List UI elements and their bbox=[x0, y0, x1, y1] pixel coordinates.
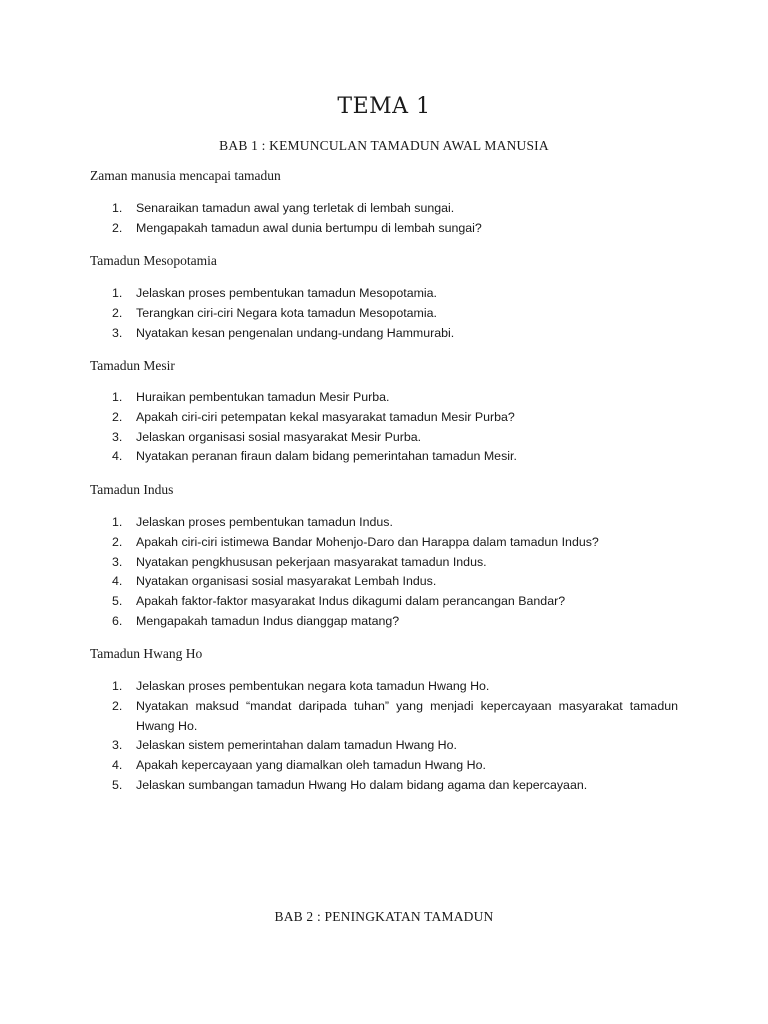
item-number: 1. bbox=[112, 515, 123, 529]
list-item bbox=[112, 324, 678, 344]
item-text: Jelaskan sumbangan tamadun Hwang Ho dalam bidang agama dan kepercayaan. bbox=[136, 777, 588, 792]
page-title: TEMA 1 bbox=[337, 94, 431, 119]
item-text: Apakah kepercayaan yang diamalkan oleh tamadun Hwang Ho. bbox=[136, 758, 486, 773]
list-item bbox=[112, 447, 678, 467]
list-item bbox=[112, 736, 678, 756]
list-item bbox=[112, 388, 678, 408]
question-list-hwang-ho bbox=[112, 677, 678, 796]
list-item bbox=[112, 304, 678, 324]
question-list-zaman-manusia bbox=[112, 199, 678, 239]
item-text: Jelaskan sistem pemerintahan dalam tamadun Hwang Ho. bbox=[136, 738, 457, 753]
item-text: Nyatakan organisasi sosial masyarakat Lembah Indus. bbox=[136, 574, 437, 589]
item-number: 2. bbox=[112, 698, 123, 713]
item-text: Nyatakan pengkhususan pekerjaan masyarakat tamadun Indus. bbox=[136, 554, 487, 569]
item-text: Senaraikan tamadun awal yang terletak di lembah sungai. bbox=[136, 201, 455, 215]
item-text: Mengapakah tamadun awal dunia bertumpu di lembah sungai? bbox=[136, 220, 482, 235]
list-item bbox=[112, 756, 678, 776]
section-heading-mesopotamia: Tamadun Mesopotamia bbox=[90, 253, 217, 268]
item-text: Jelaskan proses pembentukan tamadun Mesopotamia. bbox=[136, 286, 437, 300]
item-text: Nyatakan peranan firaun dalam bidang pemerintahan tamadun Mesir. bbox=[136, 449, 517, 464]
item-number: 2. bbox=[112, 220, 123, 235]
item-number: 3. bbox=[112, 554, 123, 569]
item-text: Apakah faktor-faktor masyarakat Indus dikagumi dalam perancangan Bandar? bbox=[136, 594, 566, 609]
item-number: 2. bbox=[112, 305, 123, 320]
list-item bbox=[112, 284, 678, 304]
list-item bbox=[112, 408, 678, 428]
item-text: Apakah ciri-ciri petempatan kekal masyarakat tamadun Mesir Purba? bbox=[136, 409, 515, 424]
item-number: 4. bbox=[112, 758, 123, 773]
question-list-mesopotamia bbox=[112, 284, 678, 343]
section-heading-hwang-ho: Tamadun Hwang Ho bbox=[90, 646, 203, 661]
section-heading-zaman-manusia: Zaman manusia mencapai tamadun bbox=[90, 168, 281, 183]
item-number: 5. bbox=[112, 594, 123, 609]
chapter-1-heading: BAB 1 : KEMUNCULAN TAMADUN AWAL MANUSIA bbox=[219, 138, 549, 153]
item-number: 1. bbox=[112, 679, 123, 693]
list-item bbox=[112, 592, 678, 612]
item-text: Mengapakah tamadun Indus dianggap matang? bbox=[136, 613, 400, 628]
item-number: 4. bbox=[112, 449, 123, 464]
item-text: Jelaskan proses pembentukan tamadun Indus. bbox=[136, 515, 393, 529]
item-number: 6. bbox=[112, 613, 123, 628]
item-number: 2. bbox=[112, 409, 123, 424]
section-heading-mesir: Tamadun Mesir bbox=[90, 358, 175, 373]
list-item bbox=[112, 697, 678, 737]
list-item bbox=[112, 553, 678, 573]
item-number: 1. bbox=[112, 286, 123, 300]
chapter-2-heading: BAB 2 : PENINGKATAN TAMADUN bbox=[274, 909, 494, 924]
list-item bbox=[112, 533, 678, 553]
item-number: 5. bbox=[112, 777, 123, 792]
item-number: 4. bbox=[112, 574, 123, 589]
question-list-mesir bbox=[112, 388, 678, 467]
item-number: 2. bbox=[112, 534, 123, 549]
item-text: Jelaskan proses pembentukan negara kota tamadun Hwang Ho. bbox=[136, 679, 490, 693]
item-text: Jelaskan organisasi sosial masyarakat Mesir Purba. bbox=[136, 429, 422, 444]
item-number: 3. bbox=[112, 429, 123, 444]
item-text: Apakah ciri-ciri istimewa Bandar Mohenjo-Daro dan Harappa dalam tamadun Indus? bbox=[136, 534, 599, 549]
list-item bbox=[112, 776, 678, 796]
list-item bbox=[112, 199, 678, 219]
list-item bbox=[112, 513, 678, 533]
list-item bbox=[112, 612, 678, 632]
item-text: Terangkan ciri-ciri Negara kota tamadun Mesopotamia. bbox=[136, 305, 437, 320]
item-text: Nyatakan kesan pengenalan undang-undang Hammurabi. bbox=[136, 325, 455, 340]
list-item bbox=[112, 428, 678, 448]
list-item bbox=[112, 219, 678, 239]
item-number: 1. bbox=[112, 201, 123, 215]
list-item bbox=[112, 572, 678, 592]
item-number: 3. bbox=[112, 738, 123, 753]
list-item bbox=[112, 677, 678, 697]
item-number: 3. bbox=[112, 325, 123, 340]
section-heading-indus: Tamadun Indus bbox=[90, 482, 174, 497]
item-number: 1. bbox=[112, 390, 123, 404]
item-text: Nyatakan maksud “mandat daripada tuhan” yang menjadi kepercayaan masyarakat tamadun Hwang Ho. bbox=[136, 698, 678, 733]
item-text: Huraikan pembentukan tamadun Mesir Purba. bbox=[136, 390, 390, 404]
question-list-indus bbox=[112, 513, 678, 632]
